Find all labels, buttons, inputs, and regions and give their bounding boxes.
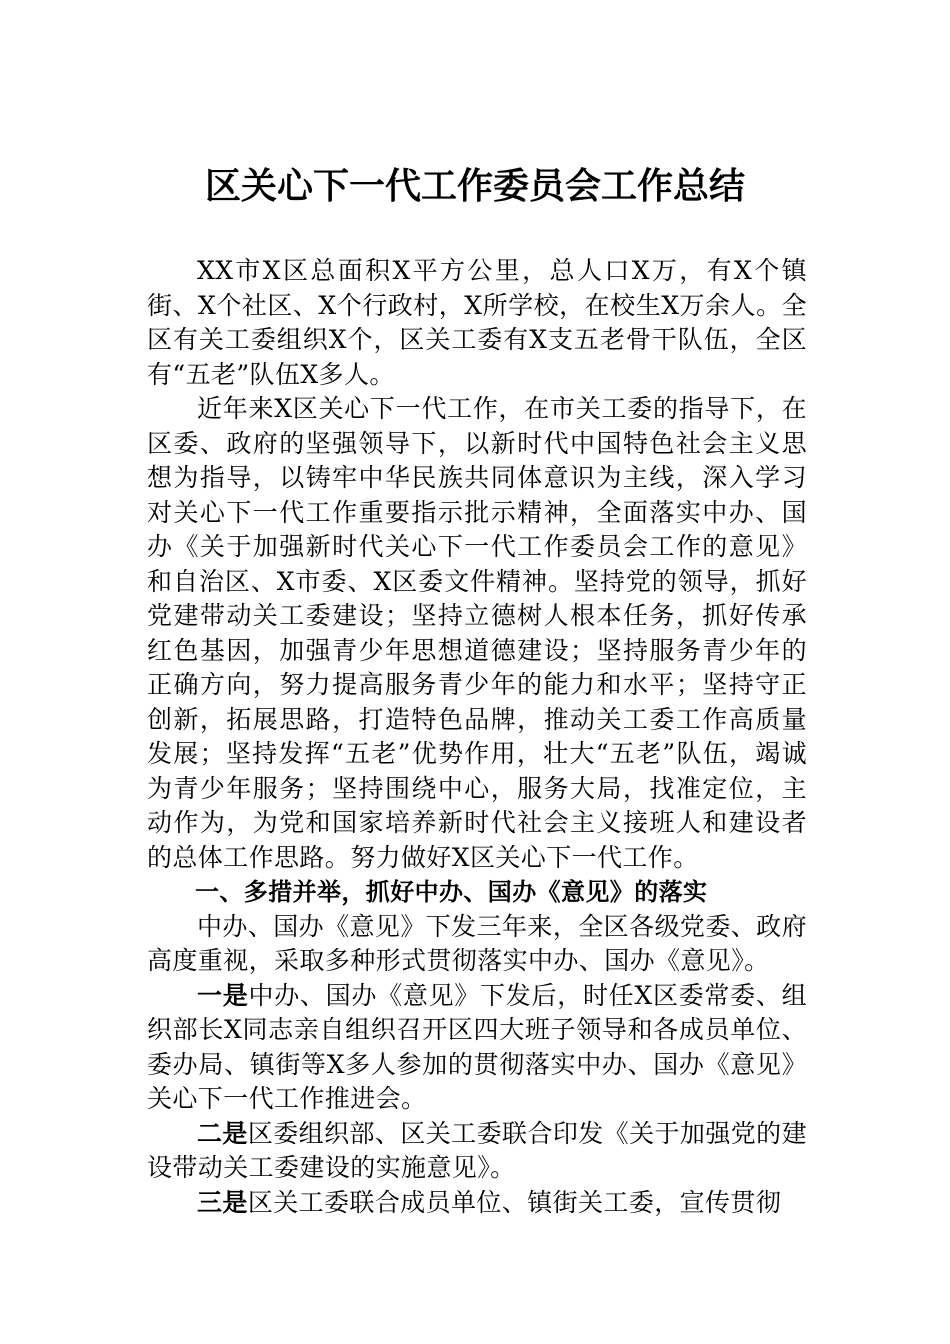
document-title: 区关心下一代工作委员会工作总结 [204, 165, 745, 207]
paragraph-intro-text: 中办、国办《意见》下发三年来，全区各级党委、政府高度重视，采取多种形式贯彻落实中办、国办《意见》。 [147, 911, 807, 975]
paragraph-work-summary: 近年来X区关心下一代工作，在市关工委的指导下，在区委、政府的坚强领导下，以新时代中国特色社会主义思想为指导，以铸牢中华民族共同体意识为主线，深入学习对关心下一代工作重要指示批示精神，全面落实中办、国办《关于加强新时代关心下一代工作委员会工作的意见》和自治区、X市委、X区委文件精神。坚持党的领导，抓好党建带动关工委建设；坚持立德树人根本任务，抓好传承红色基因，加强青少年思想道德建设；坚持服务青少年的正确方向，努力提高服务青少年的能力和水平；坚持守正创新，拓展思路，打造特色品牌，推动关工委工作高质量发展；坚持发挥“五老”优势作用，壮大“五老”队伍，竭诚为青少年服务；坚持围绕中心，服务大局，找准定位，主动作为，为党和国家培养新时代社会主义接班人和建设者的总体工作思路。努力做好X区关心下一代工作。 [147, 394, 807, 872]
paragraph-point-1 [147, 979, 807, 1117]
point-lead: 三是 [197, 1187, 248, 1217]
paragraph-intro [147, 910, 807, 979]
section-heading: 一、多措并举，抓好中办、国办《意见》的落实 [195, 878, 708, 906]
point-text: 区委组织部、区关工委联合印发《关于加强党的建设带动关工委建设的实施意见》。 [147, 1118, 807, 1182]
paragraph-point-3 [147, 1186, 807, 1221]
paragraph-overview: XX市X区总面积X平方公里，总人口X万，有X个镇街、X个社区、X个行政村，X所学校，在校生X万余人。全区有关工委组织X个，区关工委有X支五老骨干队伍，全区有“五老”队伍X多人。 [147, 256, 807, 389]
point-text: 区关工委联合成员单位、镇街关工委，宣传贯彻 [247, 1187, 782, 1217]
point-lead: 一是 [197, 980, 249, 1010]
point-lead: 二是 [197, 1118, 248, 1148]
point-text: 中办、国办《意见》下发后，时任X区委常委、组织部长X同志亲自组织召开区四大班子领导和各成员单位、委办局、镇街等X多人参加的贯彻落实中办、国办《意见》关心下一代工作推进会。 [147, 980, 807, 1113]
paragraph-point-2 [147, 1117, 807, 1186]
document-body [147, 254, 807, 1220]
